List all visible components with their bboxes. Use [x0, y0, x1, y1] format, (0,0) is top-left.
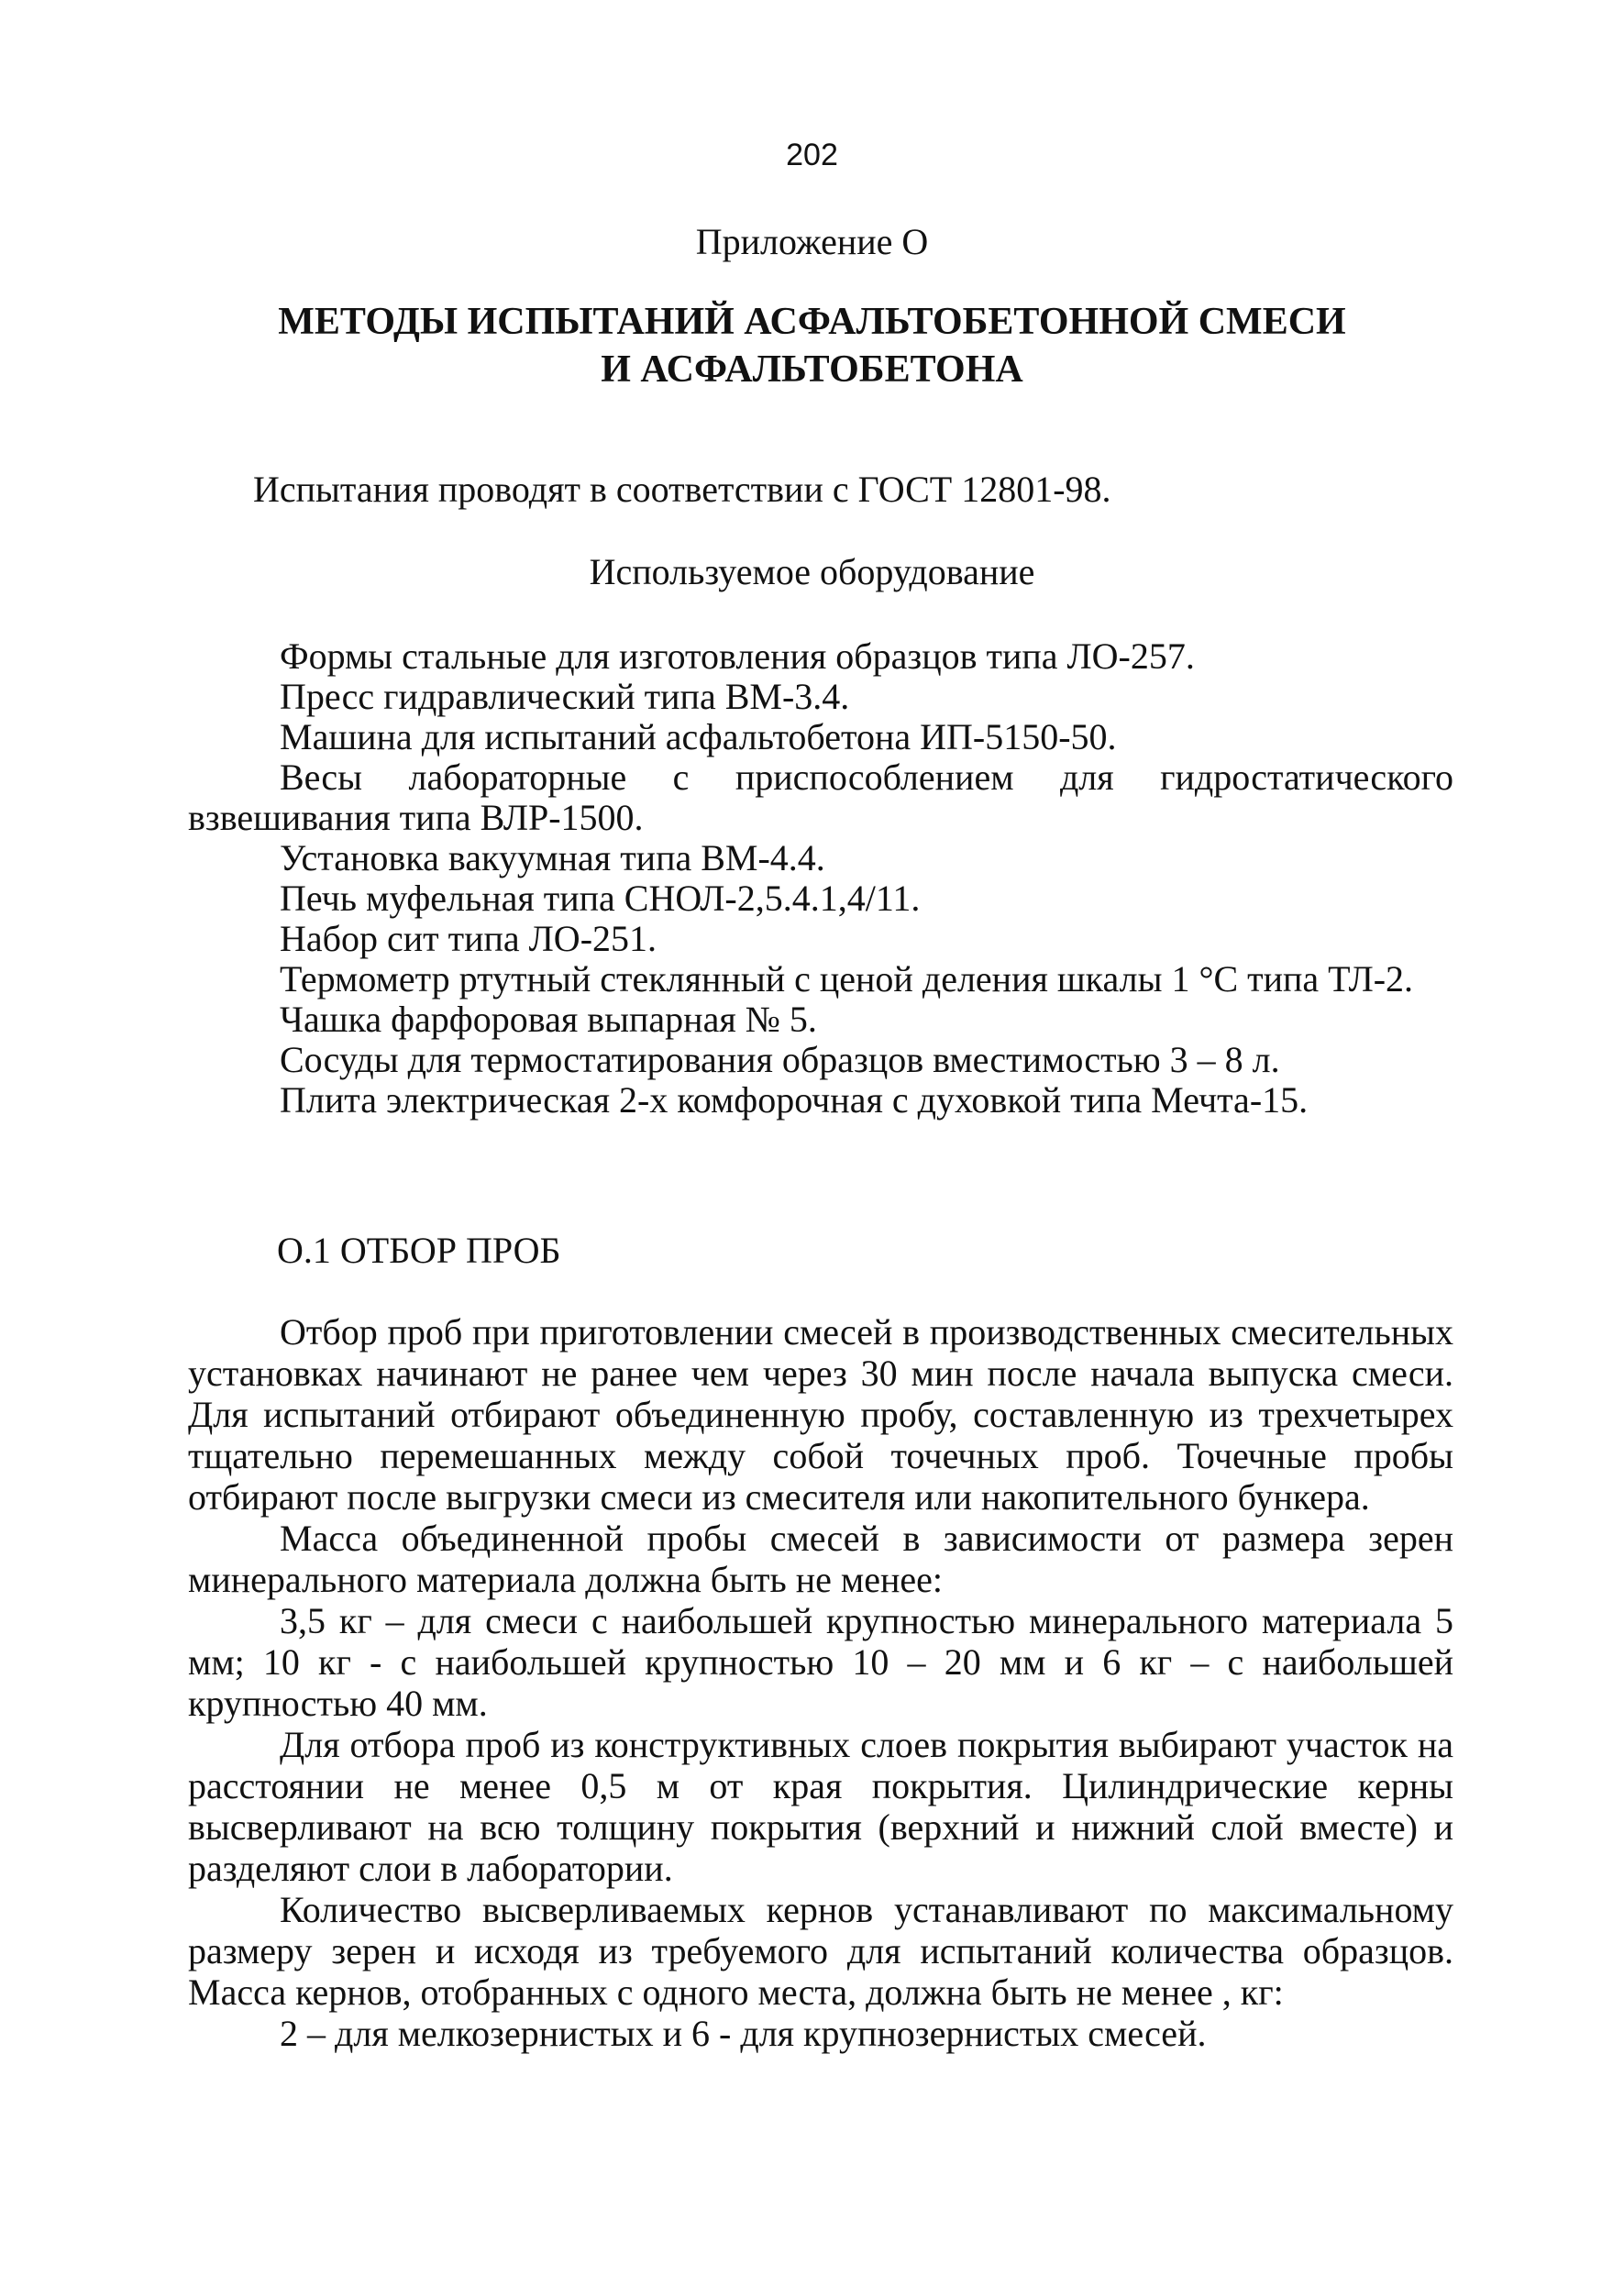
equipment-item: Термометр ртутный стеклянный с ценой деления шкалы 1 °С типа ТЛ-2. [280, 958, 1414, 999]
section-body [188, 1311, 1453, 2054]
paragraph: Масса объединенной пробы смесей в зависимости от размера зерен минерального материала должна быть не менее: [188, 1518, 1453, 1600]
title-line-1: МЕТОДЫ ИСПЫТАНИЙ АСФАЛЬТОБЕТОННОЙ СМЕСИ [278, 301, 1346, 343]
equipment-item: Установка вакуумная типа ВМ-4.4. [280, 837, 825, 878]
equipment-item: Плита электрическая 2-х комфорочная с духовкой типа Мечта-15. [280, 1079, 1309, 1121]
paragraph: Отбор проб при приготовлении смесей в производственных смесительных установках начинают не ранее чем через 30 мин после начала выпуска смеси. Для испытаний отбирают объединенную пробу, составленную из трехчетырех тщательно перемешанных между собой точечных проб. Точечные пробы отбирают после выгрузки смеси из смесителя или накопительного бункера. [188, 1311, 1453, 1518]
equipment-item: Формы стальные для изготовления образцов типа ЛО-257. [280, 635, 1195, 677]
paragraph: 3,5 кг – для смеси с наибольшей крупностью минерального материала 5 мм; 10 кг - с наибольшей крупностью 10 – 20 мм и 6 кг – с наибольшей крупностью 40 мм. [188, 1600, 1453, 1724]
paragraph: Для отбора проб из конструктивных слоев покрытия выбирают участок на расстоянии не менее 0,5 м от края покрытия. Цилиндрические керны высверливают на всю толщину покрытия (верхний и нижний слой вместе) и разделяют слои в лаборатории. [188, 1724, 1453, 1889]
equipment-item: Весы лабораторные с приспособлением для гидростатического взвешивания типа ВЛР-1500. [188, 756, 1453, 838]
document-title [0, 298, 1624, 393]
equipment-list [188, 636, 1453, 1121]
equipment-item: Машина для испытаний асфальтобетона ИП-5150-50. [280, 716, 1117, 757]
intro-text: Испытания проводят в соответствии с ГОСТ 12801-98. [253, 469, 1111, 510]
equipment-heading: Используемое оборудование [589, 551, 1035, 592]
equipment-item: Печь муфельная типа СНОЛ-2,5.4.1,4/11. [280, 878, 921, 919]
page-number: 202 [786, 138, 838, 172]
equipment-item: Набор сит типа ЛО-251. [280, 918, 657, 959]
equipment-item: Пресс гидравлический типа ВМ-3.4. [280, 676, 850, 717]
paragraph: Количество высверливаемых кернов устанавливают по максимальному размеру зерен и исходя из требуемого для испытаний количества образцов. Масса кернов, отобранных с одного места, должна быть не менее , кг: [188, 1889, 1453, 2013]
appendix-label: Приложение О [695, 221, 929, 262]
equipment-item: Чашка фарфоровая выпарная № 5. [280, 999, 817, 1040]
equipment-item: Сосуды для термостатирования образцов вместимостью 3 – 8 л. [280, 1039, 1280, 1080]
section-title: О.1 ОТБОР ПРОБ [277, 1230, 561, 1271]
paragraph: 2 – для мелкозернистых и 6 - для крупнозернистых смесей. [280, 2013, 1207, 2054]
title-line-2: И АСФАЛЬТОБЕТОНА [601, 348, 1023, 391]
